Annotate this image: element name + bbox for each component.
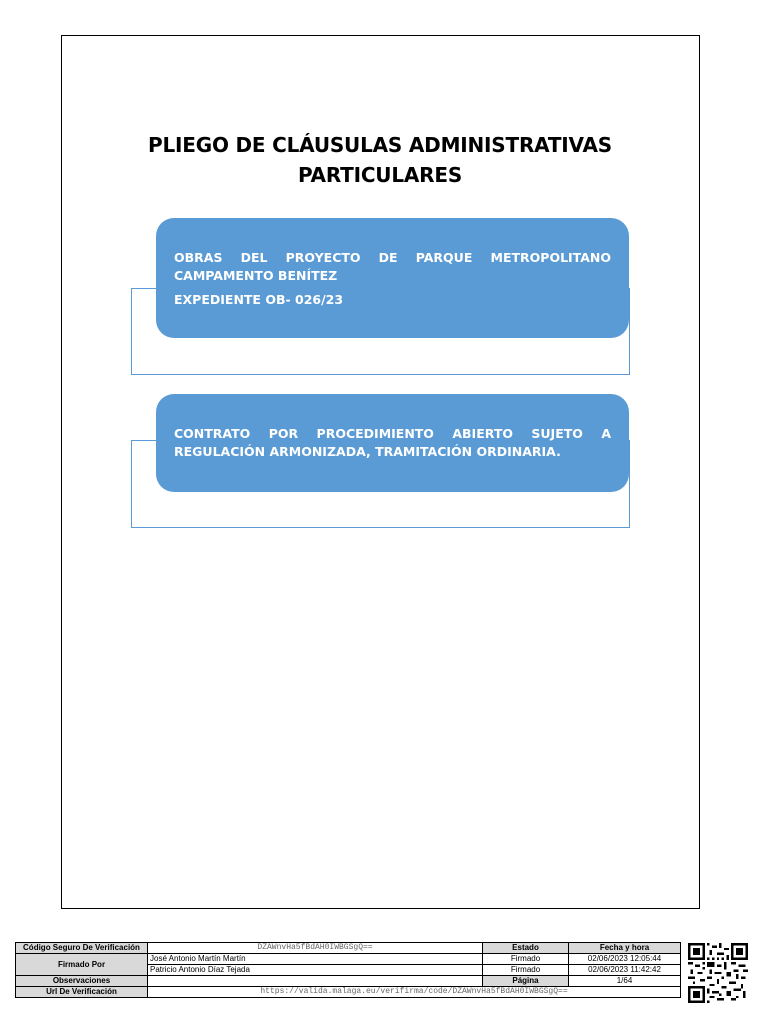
title-line-1: PLIEGO DE CLÁUSULAS ADMINISTRATIVAS xyxy=(148,133,612,157)
codigo-label: Código Seguro De Verificación xyxy=(16,943,148,954)
project-line-1: OBRAS DEL PROYECTO DE PARQUE METROPOLITANO xyxy=(174,250,611,265)
project-box xyxy=(156,218,629,338)
codigo-value: DZAWnvHa5fBdAH0IWBGSgQ== xyxy=(148,943,483,954)
page-title xyxy=(120,130,640,190)
estado-header: Estado xyxy=(483,943,569,954)
pagina-value: 1/64 xyxy=(569,976,681,987)
url-value[interactable]: https://valida.malaga.eu/verifirma/code/DZAWnvHa5fBdAH0IWBGSgQ== xyxy=(148,987,681,998)
contract-line-1: CONTRATO POR PROCEDIMIENTO ABIERTO SUJETO A xyxy=(174,426,611,441)
title-line-2: PARTICULARES xyxy=(297,163,463,187)
observaciones-value xyxy=(148,976,483,987)
verification-table xyxy=(15,942,681,998)
signer-1-estado: Firmado xyxy=(483,954,569,965)
url-label: Url De Verificación xyxy=(16,987,148,998)
firmado-label: Firmado Por xyxy=(16,954,148,976)
fecha-header: Fecha y hora xyxy=(569,943,681,954)
signer-2-estado: Firmado xyxy=(483,965,569,976)
signer-2-fecha: 02/06/2023 11:42:42 xyxy=(569,965,681,976)
expediente-label: EXPEDIENTE OB- 026/23 xyxy=(174,292,344,307)
contract-box xyxy=(156,394,629,492)
signer-1-fecha: 02/06/2023 12:05:44 xyxy=(569,954,681,965)
contract-line-2: REGULACIÓN ARMONIZADA, TRAMITACIÓN ORDINARIA. xyxy=(174,444,561,459)
project-line-2: CAMPAMENTO BENÍTEZ xyxy=(174,268,338,283)
signer-1: José Antonio Martín Martín xyxy=(148,954,483,965)
observaciones-label: Observaciones xyxy=(16,976,148,987)
pagina-label: Página xyxy=(483,976,569,987)
signer-2: Patricio Antonio Díaz Tejada xyxy=(148,965,483,976)
qr-code-icon xyxy=(688,943,748,1003)
